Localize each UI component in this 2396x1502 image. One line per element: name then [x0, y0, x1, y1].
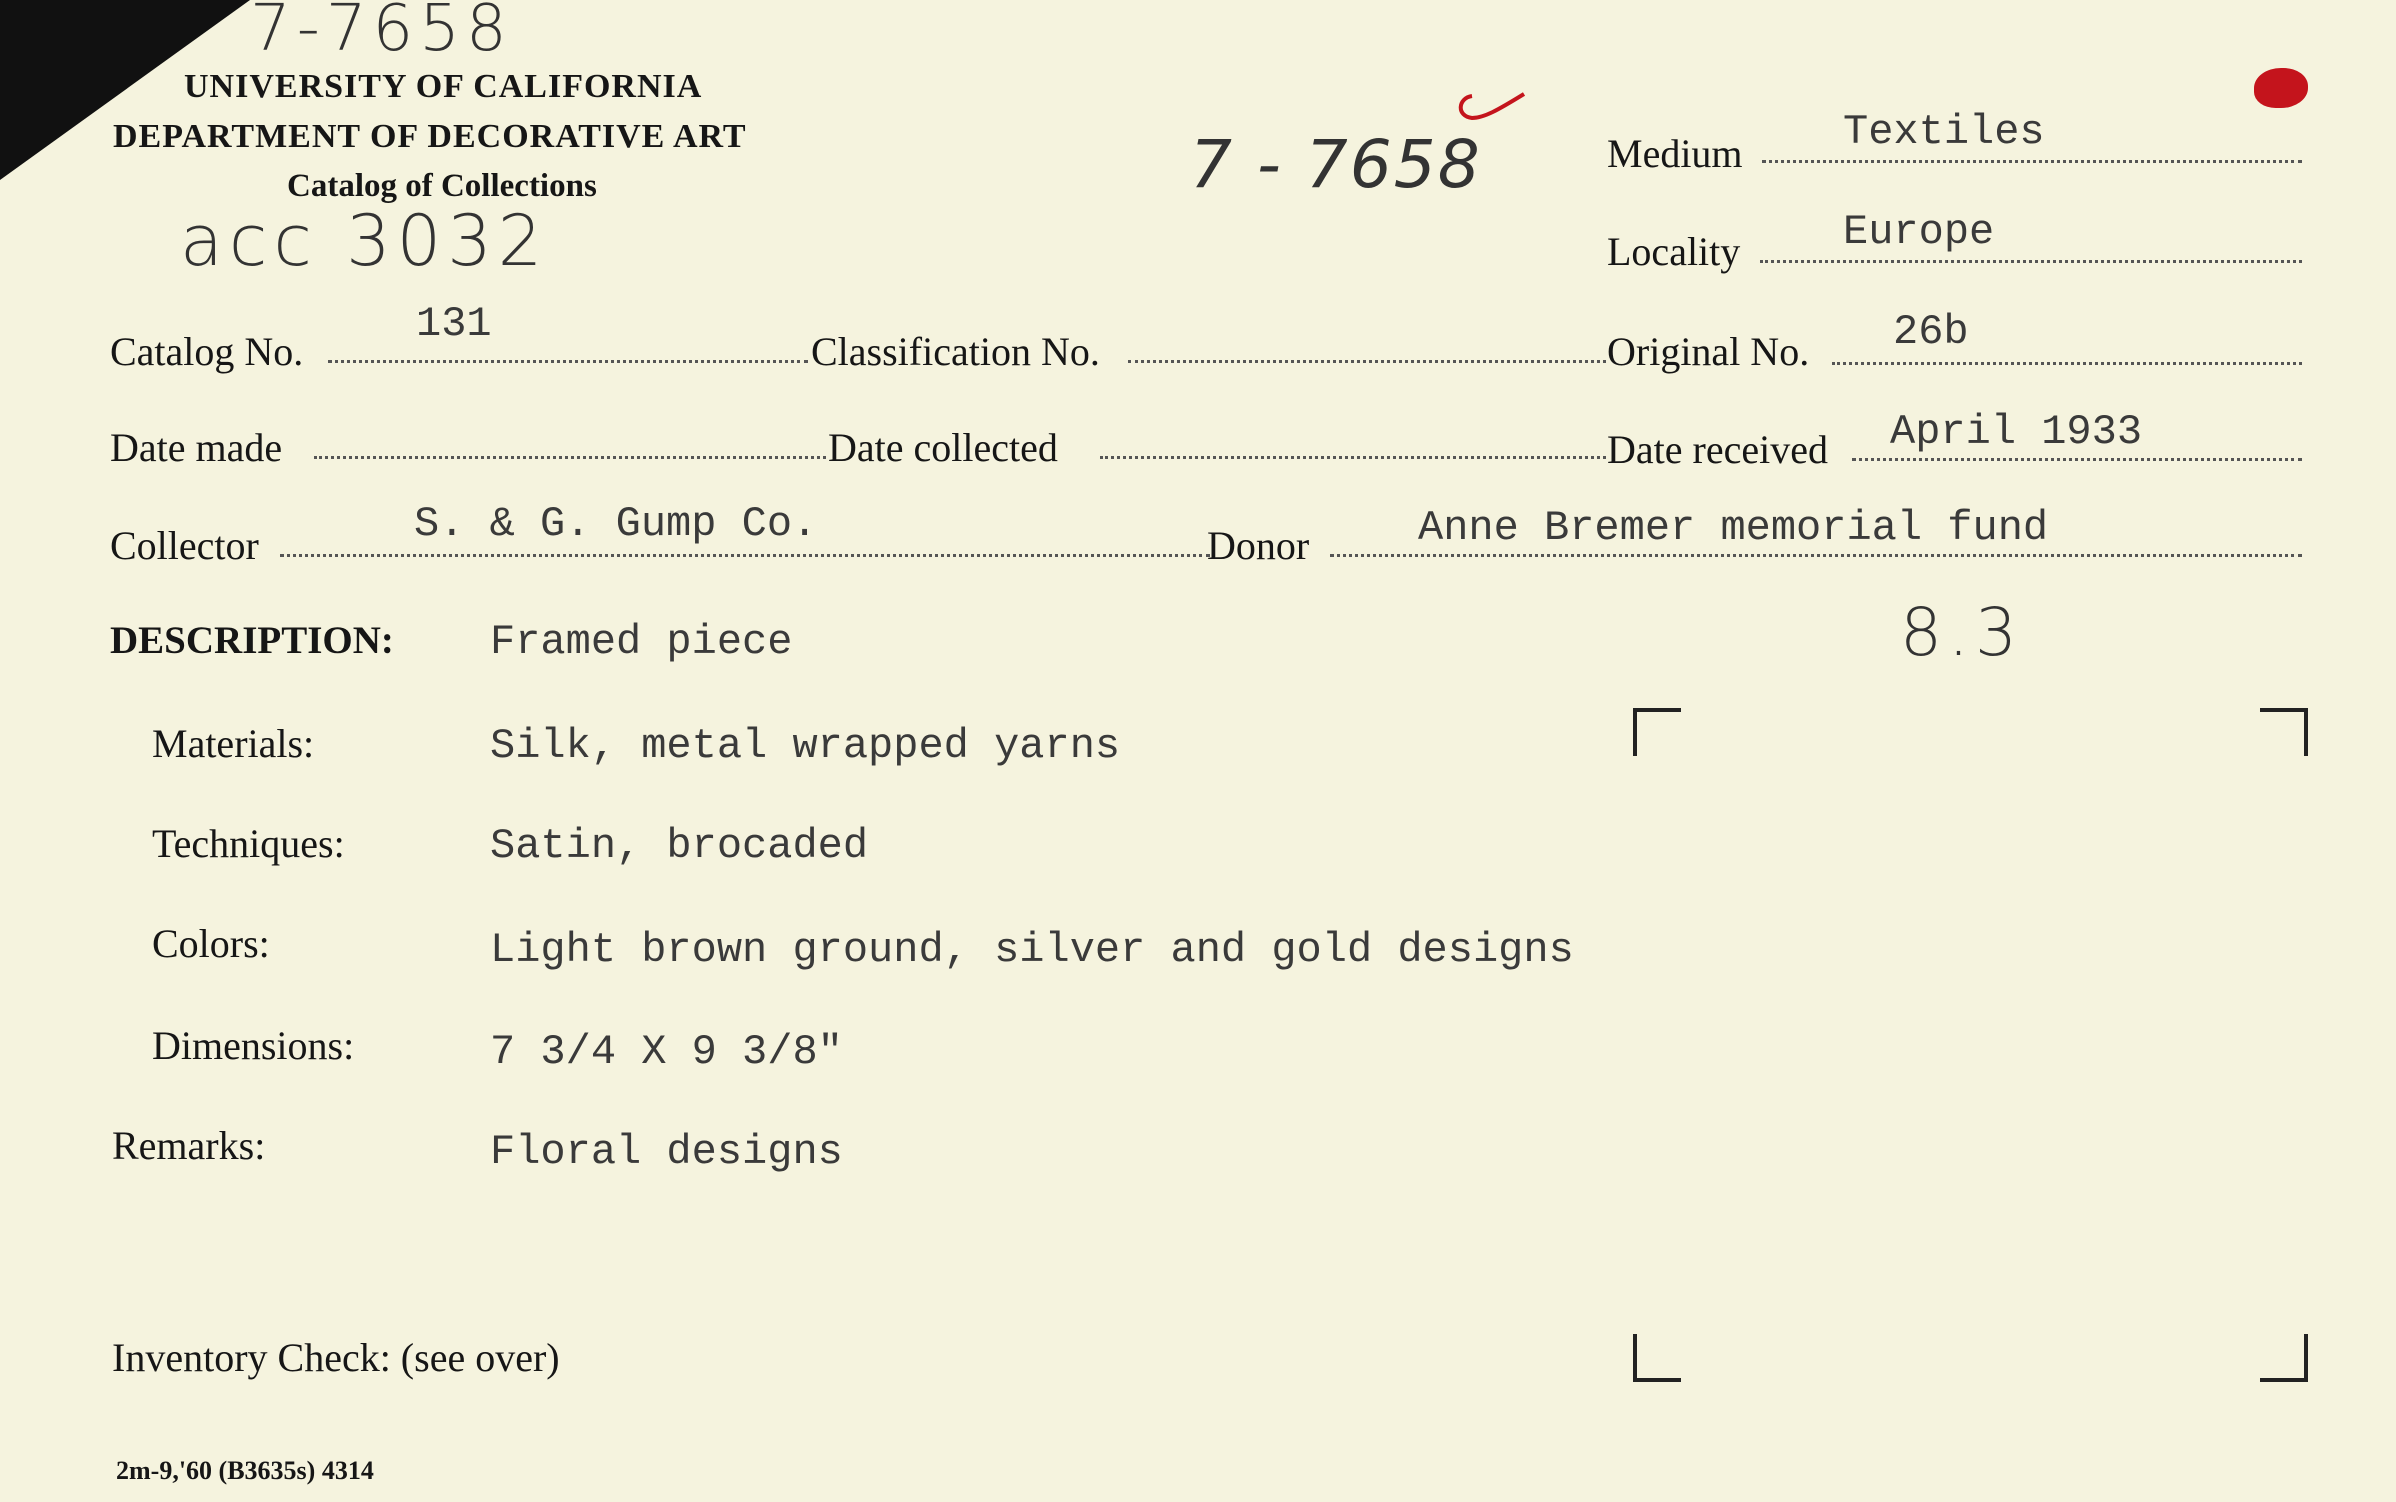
original-no-label: Original No.: [1607, 329, 1810, 374]
remarks-label: Remarks:: [112, 1123, 266, 1168]
colors-label: Colors:: [152, 921, 270, 966]
date-received-label: Date received: [1607, 427, 1828, 472]
locality-rule: [1760, 260, 2302, 263]
handwritten-accession-number: acc 3032: [180, 200, 549, 282]
department-name: DEPARTMENT OF DECORATIVE ART: [113, 118, 747, 155]
date-made-rule: [314, 456, 826, 459]
locality-value: Europe: [1843, 208, 1995, 256]
photo-corner-mark-bottom-left: [1633, 1334, 1681, 1382]
date-made-label: Date made: [110, 425, 283, 470]
red-check-mark: [1450, 88, 1530, 128]
materials-value: Silk, metal wrapped yarns: [490, 722, 1121, 770]
date-received-rule: [1852, 458, 2302, 461]
original-no-value: 26b: [1893, 308, 1969, 356]
classification-no-label: Classification No.: [811, 329, 1100, 374]
university-name: UNIVERSITY OF CALIFORNIA: [184, 68, 703, 105]
original-no-rule: [1832, 362, 2302, 365]
collector-value: S. & G. Gump Co.: [414, 500, 818, 548]
dimensions-value: 7 3/4 X 9 3/8": [490, 1028, 843, 1076]
techniques-value: Satin, brocaded: [490, 822, 869, 870]
classification-no-rule: [1128, 360, 1606, 363]
materials-label: Materials:: [152, 721, 315, 766]
date-collected-rule: [1100, 456, 1606, 459]
techniques-label: Techniques:: [152, 821, 345, 866]
photo-corner-mark-top-right: [2260, 708, 2308, 756]
handwritten-note: 8.3: [1900, 594, 2023, 671]
collector-label: Collector: [110, 523, 259, 568]
description-value: Framed piece: [490, 618, 793, 666]
red-ink-dot: [2254, 68, 2308, 108]
remarks-value: Floral designs: [490, 1128, 843, 1176]
catalog-no-value: 131: [416, 300, 492, 348]
date-collected-label: Date collected: [828, 425, 1058, 470]
donor-value: Anne Bremer memorial fund: [1418, 504, 2049, 552]
print-code: 2m-9,'60 (B3635s) 4314: [116, 1456, 374, 1485]
photo-corner-mark-top-left: [1633, 708, 1681, 756]
inventory-check: Inventory Check: (see over): [112, 1335, 560, 1380]
medium-label: Medium: [1607, 131, 1743, 176]
medium-rule: [1762, 160, 2302, 163]
photo-corner-mark-bottom-right: [2260, 1334, 2308, 1382]
donor-label: Donor: [1207, 523, 1310, 568]
description-label: DESCRIPTION:: [110, 619, 394, 662]
date-received-value: April 1933: [1890, 408, 2143, 456]
catalog-no-rule: [328, 360, 808, 363]
handwritten-catalog-number-center: 7 - 7658: [1190, 126, 1482, 203]
collector-rule: [280, 554, 1210, 557]
medium-value: Textiles: [1843, 108, 2045, 156]
catalog-title: Catalog of Collections: [287, 168, 597, 204]
donor-rule: [1330, 554, 2302, 557]
catalog-no-label: Catalog No.: [110, 329, 304, 374]
handwritten-catalog-number-top: 7-7658: [250, 0, 513, 66]
colors-value: Light brown ground, silver and gold designs: [490, 926, 1574, 974]
dimensions-label: Dimensions:: [152, 1023, 355, 1068]
locality-label: Locality: [1607, 229, 1741, 274]
